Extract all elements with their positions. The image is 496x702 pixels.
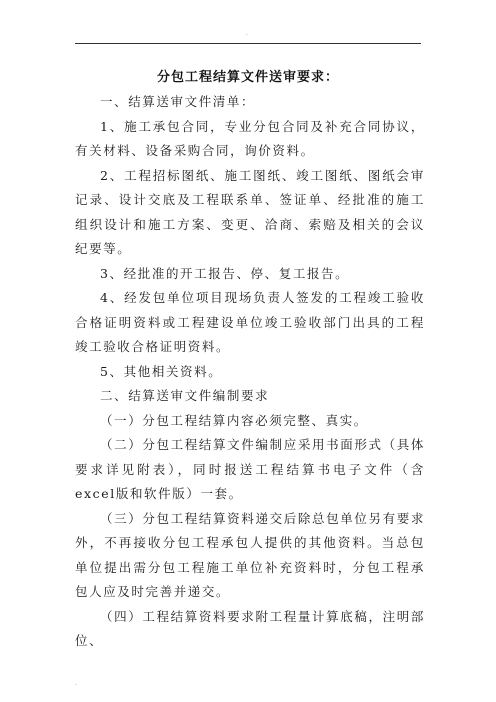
section-heading: 二、结算送审文件编制要求 <box>100 388 270 403</box>
list-item: 3、经批准的开工报告、停、复工报告。 <box>100 265 350 281</box>
footer-mark: . <box>75 680 77 687</box>
list-item: （四）工程结算资料要求附工程量计算底稿，注明部位、 <box>75 608 425 648</box>
section-heading: 一、结算送审文件清单： <box>100 94 256 109</box>
list-item: 2、工程招标图纸、施工图纸、竣工图纸、图纸会审记录、设计交底及工程联系单、签证单、经批准的施工组织设计和施工方案、变更、洽商、索赔及相关的会议纪要等。 <box>75 167 425 256</box>
list-item: 1、施工承包合同，专业分包合同及补充合同协议，有关材料、设备采购合同，询价资料。 <box>75 118 425 158</box>
document-body <box>75 90 425 654</box>
header-rule <box>75 43 421 44</box>
list-item: 5、其他相关资料。 <box>100 363 223 379</box>
list-item: （二）分包工程结算文件编制应采用书面形式（具体要求详见附表），同时报送工程结算书电子文件（含excel版和软件版）一套。 <box>75 437 425 501</box>
header-mark: . <box>246 30 248 37</box>
list-item: （三）分包工程结算资料递交后除总包单位另有要求外，不再接收分包工程承包人提供的其他资料。当总包单位提出需分包工程施工单位补充资料时，分包工程承包人应及时完善并递交。 <box>75 510 425 599</box>
document-title: 分包工程结算文件送审要求： <box>156 70 339 85</box>
list-item: （一）分包工程结算内容必须完整、真实。 <box>100 412 368 428</box>
list-item: 4、经发包单位项目现场负责人签发的工程竣工验收合格证明资料或工程建设单位竣工验收部门出具的工程竣工验收合格证明资料。 <box>75 290 425 354</box>
